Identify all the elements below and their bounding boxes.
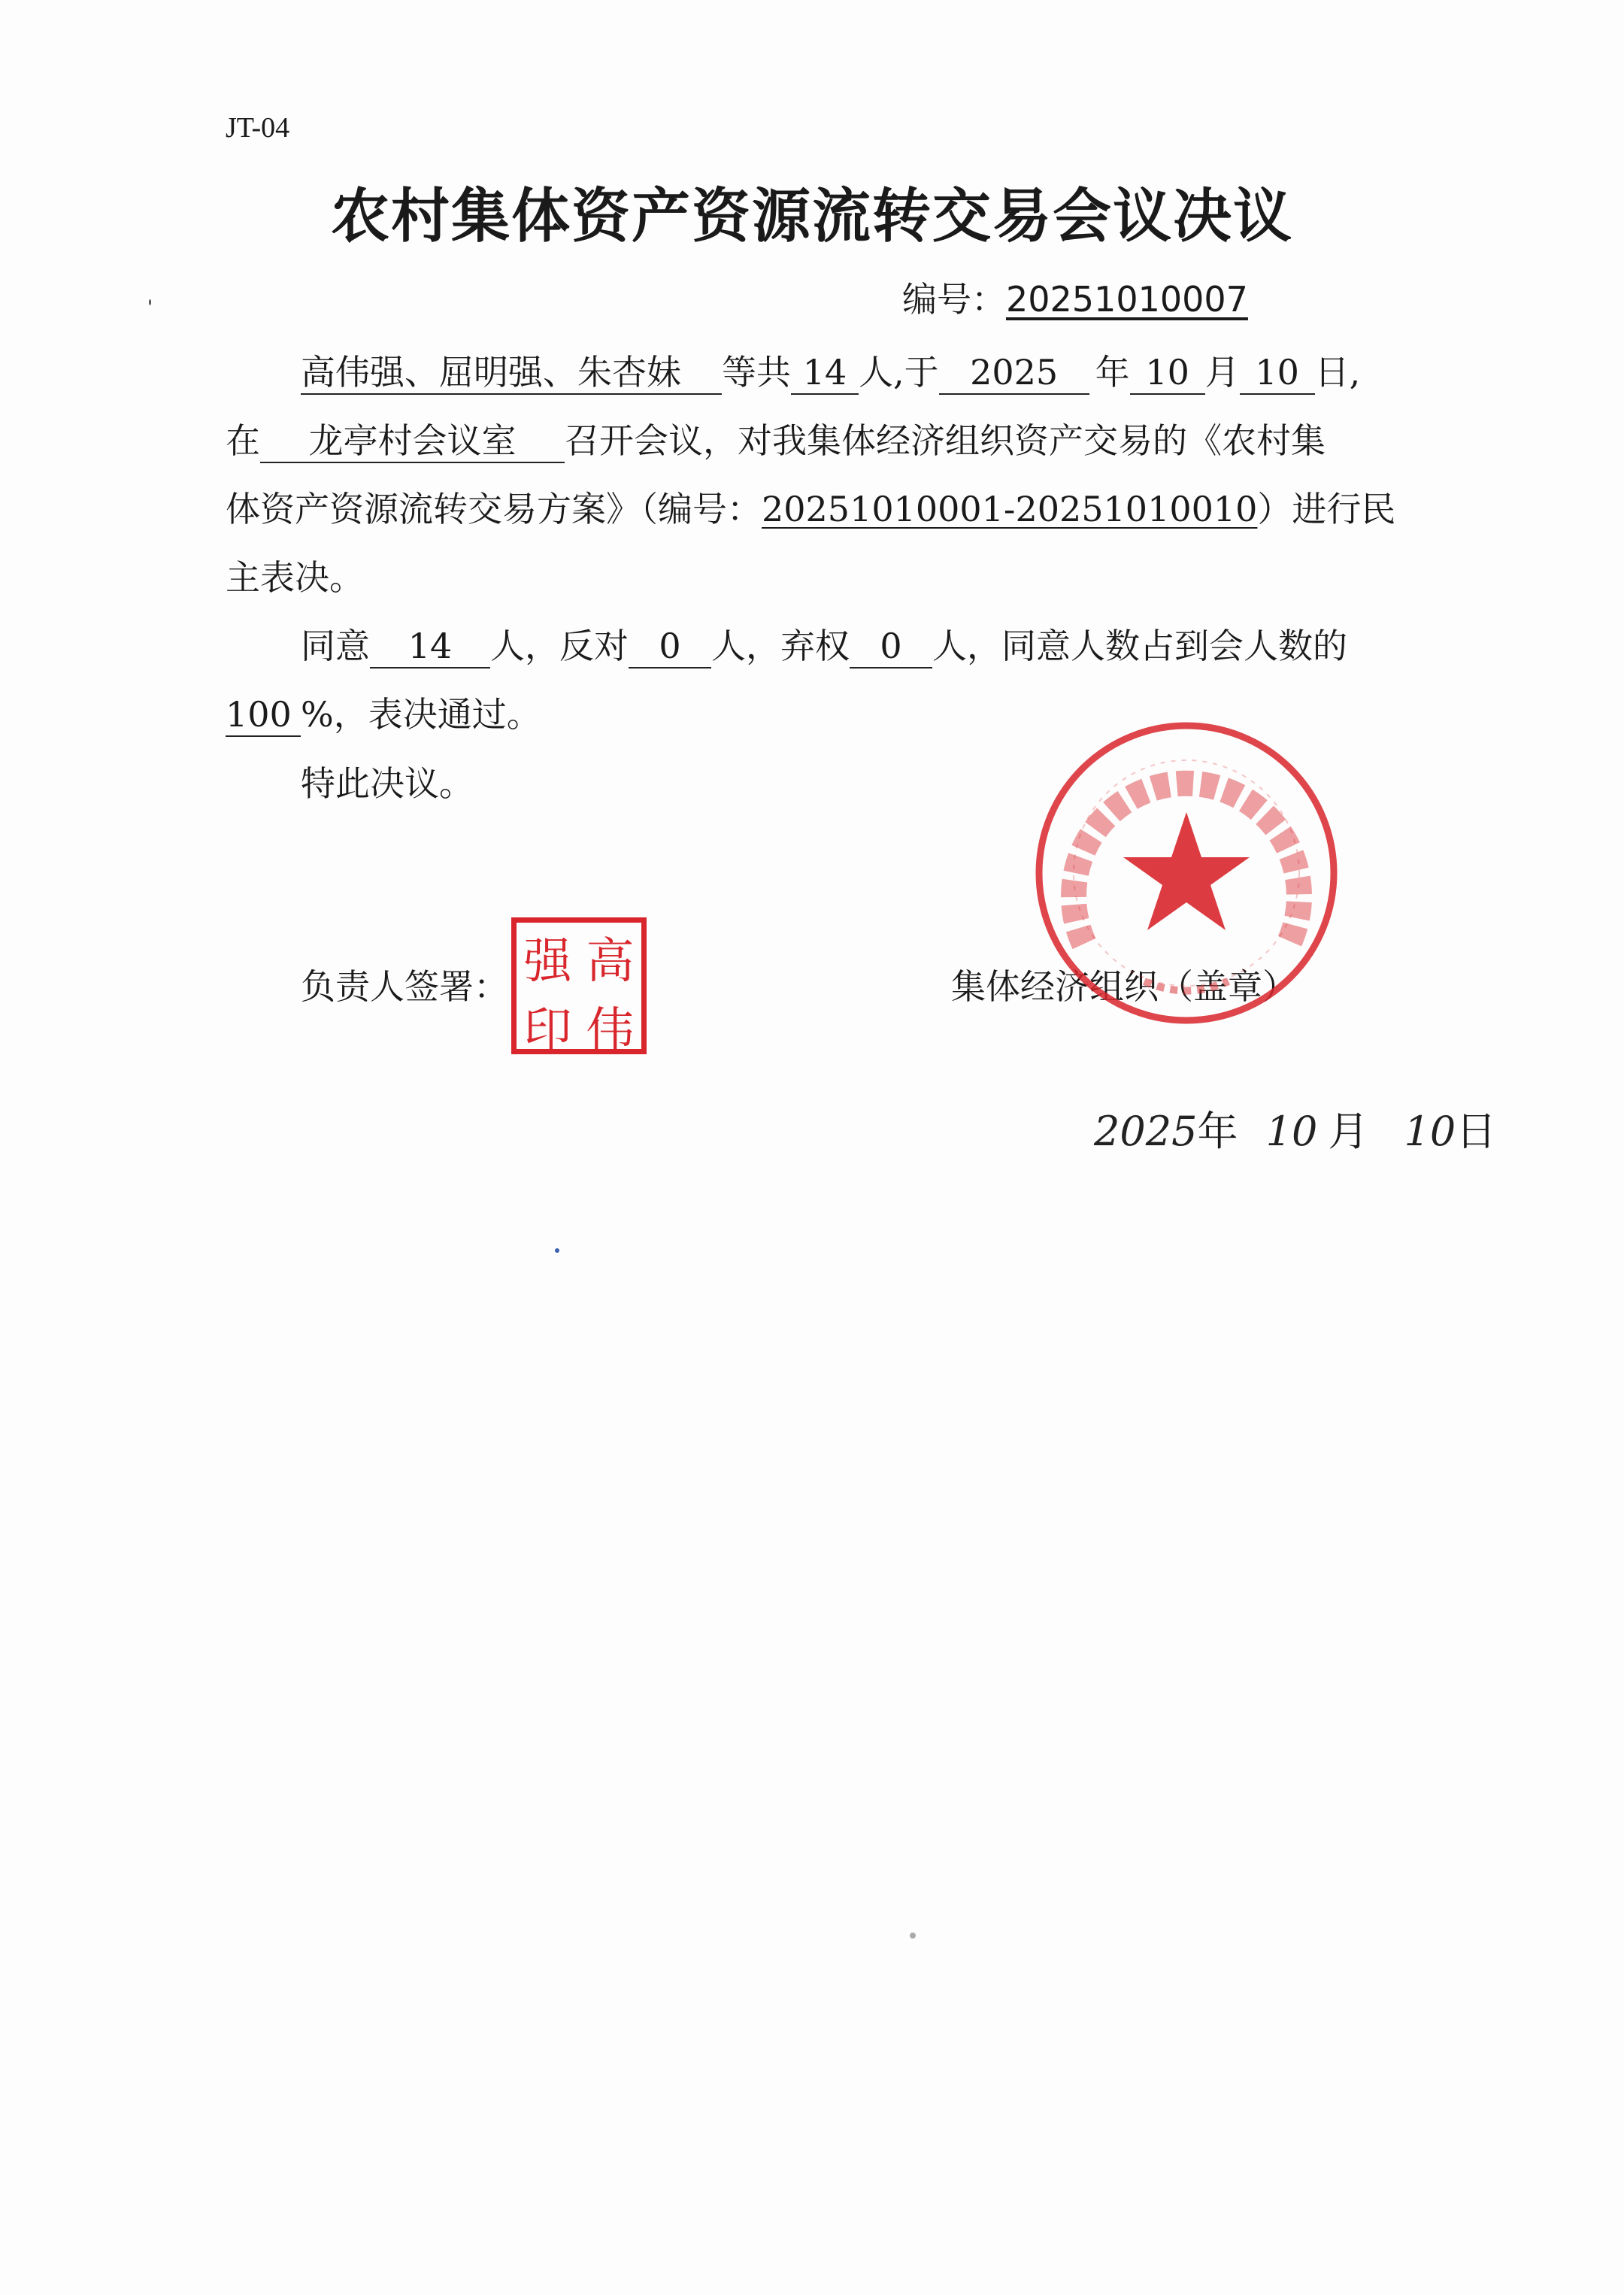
text-abstain: 人，弃权 [711, 626, 850, 666]
agree-count: 14 [370, 625, 490, 668]
personal-seal [511, 917, 647, 1059]
organization-seal [1032, 718, 1341, 1028]
attendee-count: 14 [791, 351, 859, 395]
scan-speck [149, 299, 151, 305]
abstain-count: 0 [850, 625, 932, 668]
text-nian: 年 [1095, 352, 1130, 393]
meeting-year: 2025 [939, 351, 1089, 395]
para2-line1 [301, 623, 1347, 668]
date-year-char: 年 [1197, 1108, 1238, 1155]
meeting-month: 10 [1130, 351, 1205, 395]
para1-line4: 主表决。 [226, 557, 364, 598]
para2-line2 [226, 692, 541, 737]
text-deng-gong: 等共 [722, 352, 791, 393]
text-ren-yu: 人,于 [859, 352, 939, 393]
date-year: 2025 [1094, 1108, 1198, 1155]
seal-char: 伟 [586, 1003, 635, 1059]
meeting-location: 龙亭村会议室 [260, 420, 565, 463]
star-icon [1123, 812, 1250, 930]
document-number [902, 272, 1248, 322]
date-day: 10 [1404, 1108, 1456, 1155]
date-month-char: 月 [1328, 1108, 1369, 1155]
handwritten-date [1094, 1099, 1496, 1157]
org-seal-label: 集体经济组织（盖章） [951, 966, 1297, 1007]
date-day-char: 日 [1456, 1108, 1497, 1155]
attendee-names: 高伟强、屈明强、朱杏妹 [301, 351, 722, 395]
text-yue: 月 [1204, 352, 1240, 393]
meeting-day: 10 [1240, 351, 1315, 395]
leader-signature-label: 负责人签署： [301, 966, 508, 1007]
para1-line1 [301, 350, 1360, 395]
date-month: 10 [1265, 1108, 1318, 1155]
para1-line3 [226, 487, 1395, 532]
text-agree: 同意 [301, 626, 370, 666]
text-jinxing: ）进行民 [1257, 489, 1396, 529]
seal-char: 强 [523, 934, 572, 990]
text-passed: %，表决通过。 [301, 694, 541, 735]
scan-speck [910, 1933, 916, 1939]
agree-ratio: 100 [226, 693, 301, 737]
against-count: 0 [629, 625, 711, 668]
document-title: 农村集体资产资源流转交易会议决议 [330, 183, 1293, 250]
scan-speck [555, 1248, 559, 1253]
document-number-label: 编号： [902, 279, 1006, 320]
text-zhaokai: 召开会议，对我集体经济组织资产交易的《农村集 [565, 420, 1326, 461]
seal-char: 印 [523, 1003, 572, 1059]
closing-statement: 特此决议。 [301, 763, 474, 804]
document-number-value: 20251010007 [1006, 279, 1248, 320]
plan-numbers: 20251010001-20251010010 [762, 489, 1258, 529]
text-zai: 在 [226, 420, 260, 461]
seal-char: 高 [586, 934, 635, 990]
form-code: JT-04 [226, 112, 290, 144]
text-plan-title: 体资产资源流转交易方案》（编号： [226, 489, 762, 529]
text-ratio: 人，同意人数占到会人数的 [932, 626, 1347, 666]
text-ri: 日, [1314, 352, 1361, 393]
para1-line2 [226, 418, 1326, 463]
text-against: 人，反对 [490, 626, 629, 666]
